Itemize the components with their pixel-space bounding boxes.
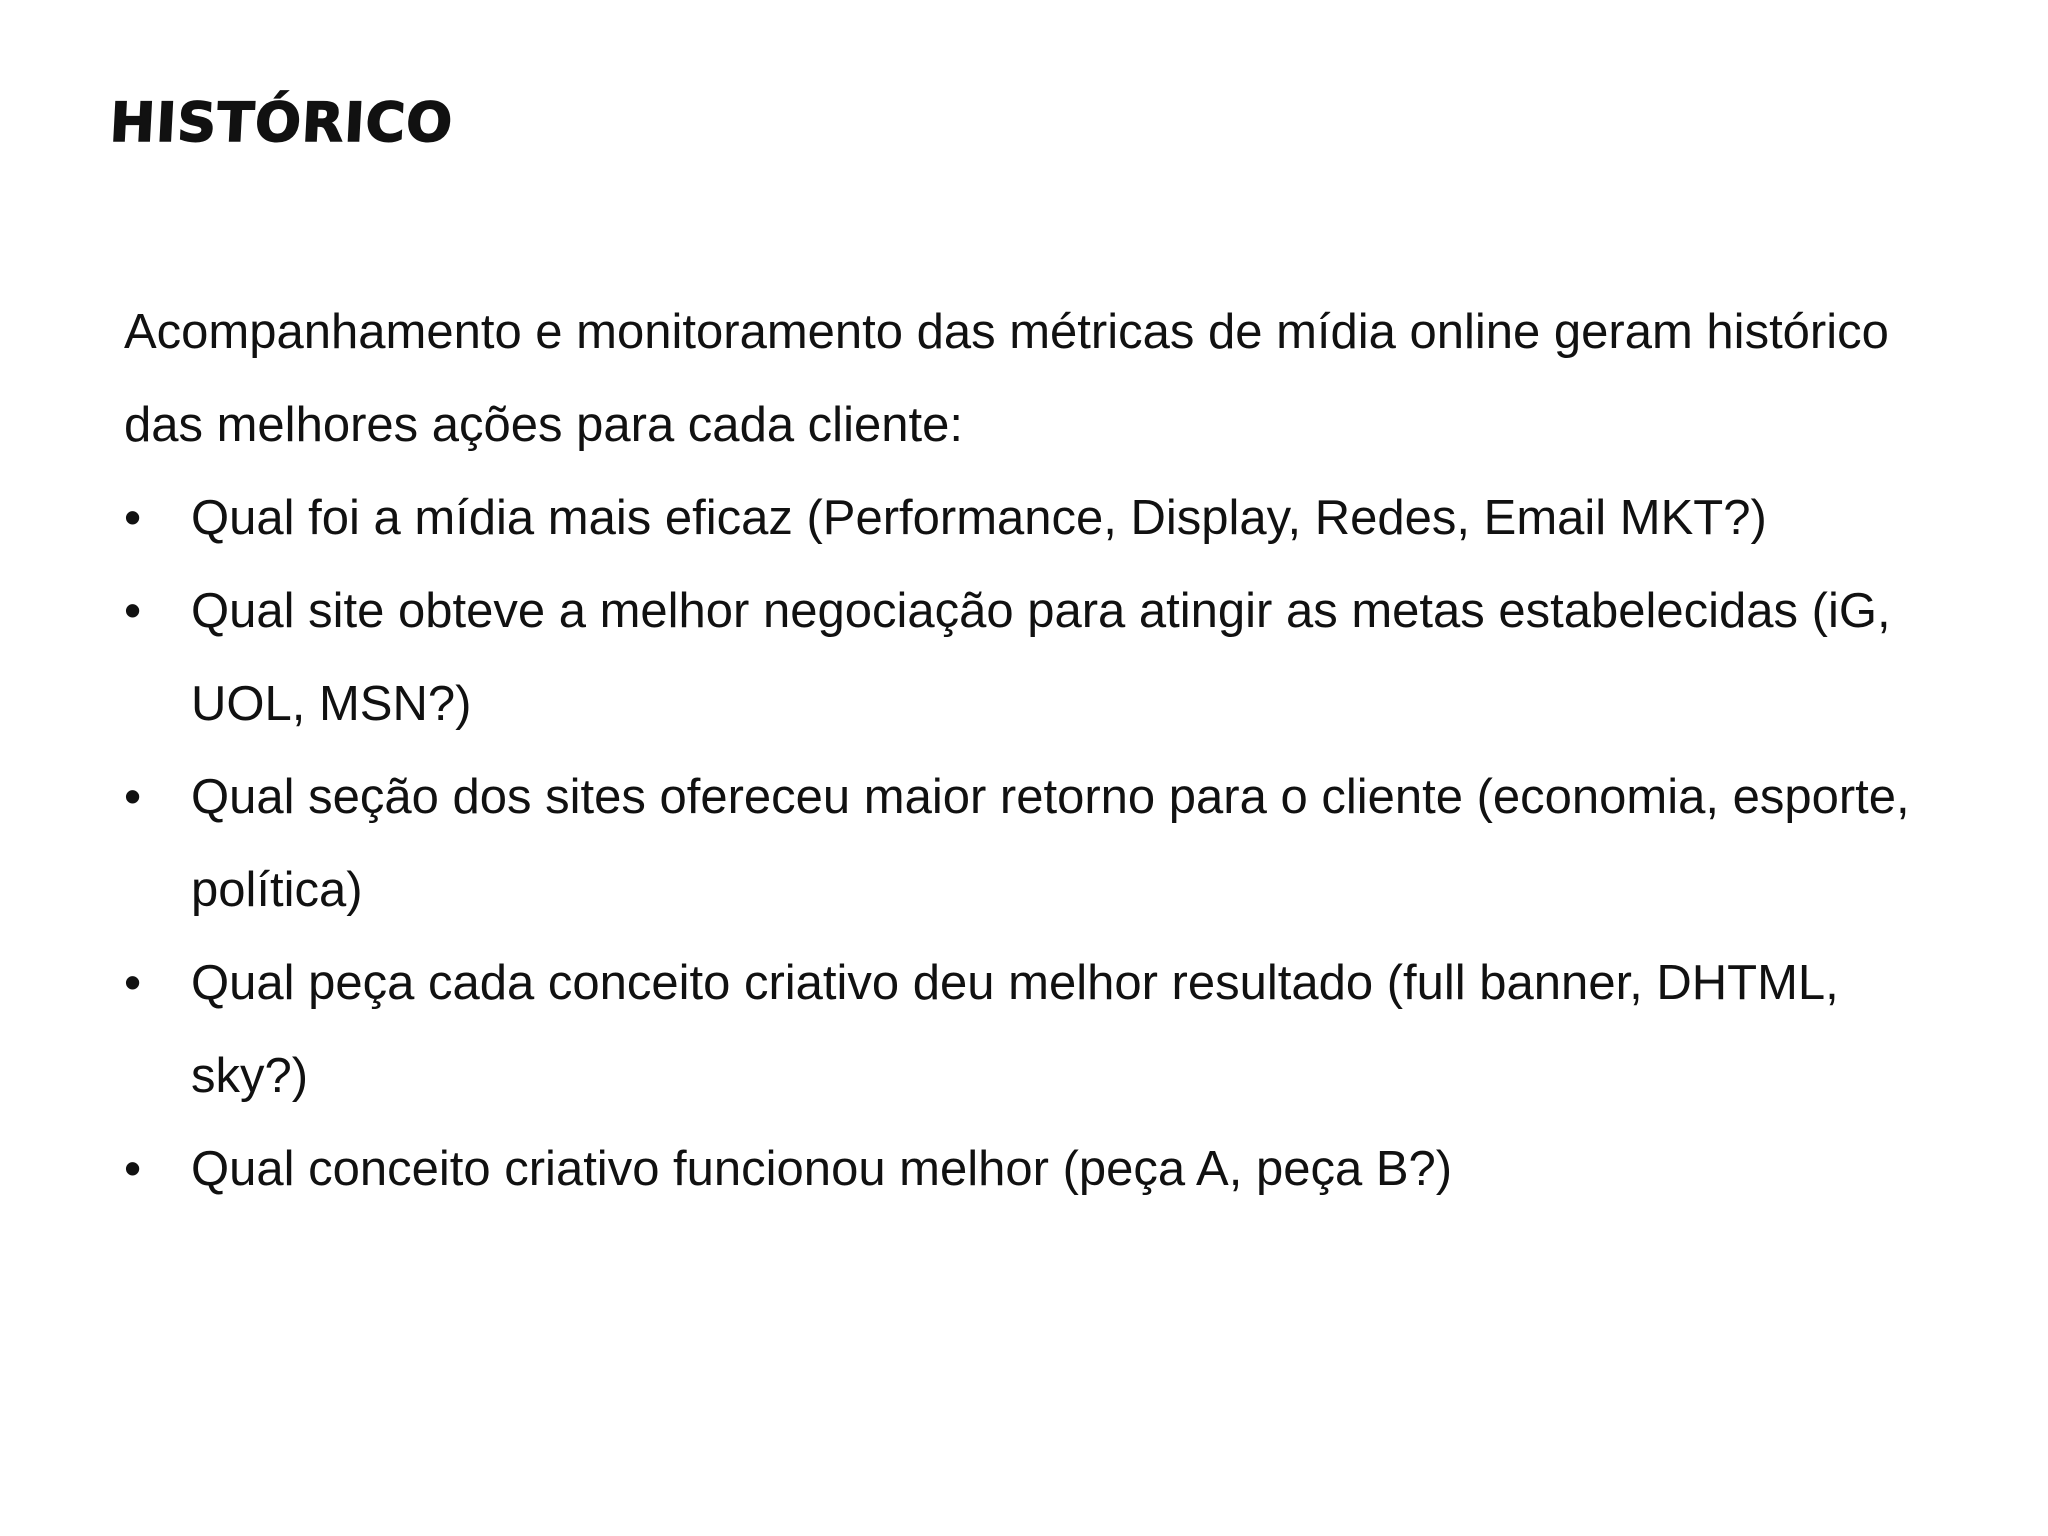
bullet-icon: • <box>124 770 142 824</box>
bullet-text: Qual conceito criativo funcionou melhor (peça A, peça B?) <box>191 1142 1453 1196</box>
bullet-icon: • <box>124 584 142 638</box>
bullet-text: Qual seção dos sites ofereceu maior retorno para o cliente (economia, esporte, política) <box>191 770 1910 917</box>
bullet-item <box>124 1123 1964 1216</box>
intro-paragraph: Acompanhamento e monitoramento das métricas de mídia online geram histórico das melhores ações para cada cliente: <box>124 305 1889 452</box>
bullet-icon: • <box>124 491 142 545</box>
bullet-list <box>124 472 1964 1216</box>
bullet-text: Qual site obteve a melhor negociação para atingir as metas estabelecidas (iG, UOL, MSN?) <box>191 584 1891 731</box>
slide-title: HISTÓRICO <box>108 91 455 154</box>
bullet-icon: • <box>124 956 142 1010</box>
bullet-text: Qual peça cada conceito criativo deu melhor resultado (full banner, DHTML, sky?) <box>191 956 1839 1103</box>
bullet-item <box>124 472 1964 565</box>
bullet-icon: • <box>124 1142 142 1196</box>
bullet-item <box>124 565 1964 751</box>
bullet-item <box>124 751 1964 937</box>
bullet-text: Qual foi a mídia mais eficaz (Performance, Display, Redes, Email MKT?) <box>191 491 1767 545</box>
slide-body <box>124 286 1964 1216</box>
bullet-item <box>124 937 1964 1123</box>
